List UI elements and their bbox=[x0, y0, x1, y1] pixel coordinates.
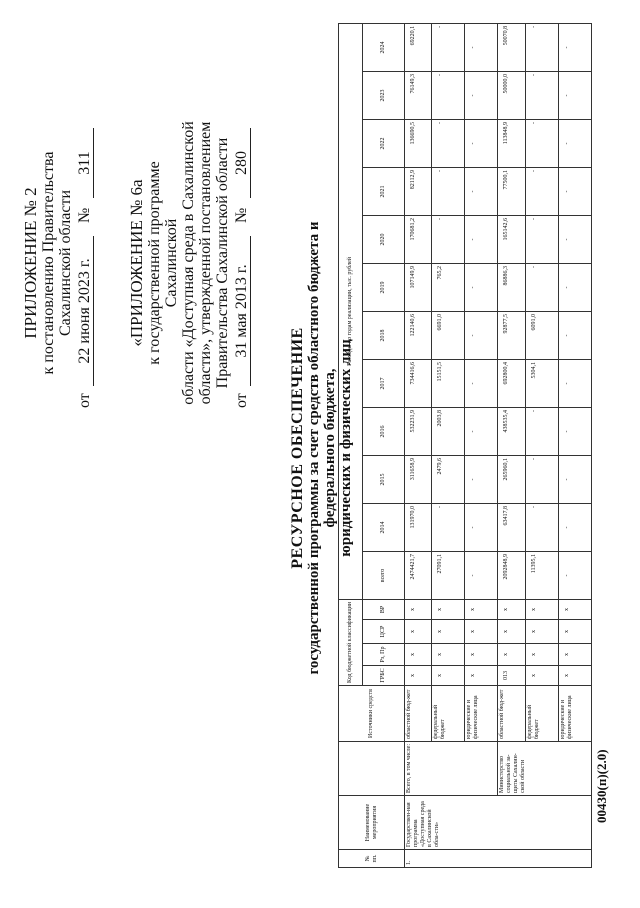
header-year: 2019 bbox=[363, 263, 405, 311]
appendix-6a-line4: Правительства Сахалинской области bbox=[214, 137, 231, 389]
table-row bbox=[405, 23, 432, 867]
header-year: 2018 bbox=[363, 311, 405, 359]
year-cell: - bbox=[558, 359, 591, 407]
year-cell: - bbox=[525, 215, 558, 263]
grbs-cell: х bbox=[558, 666, 591, 686]
year-cell: - bbox=[465, 167, 498, 215]
csr-cell: х bbox=[432, 620, 465, 644]
year-cell: - bbox=[465, 311, 498, 359]
year-cell: - bbox=[432, 71, 465, 119]
year-cell: - bbox=[558, 71, 591, 119]
year-cell: - bbox=[525, 503, 558, 551]
year-cell: - bbox=[525, 71, 558, 119]
table-row bbox=[465, 23, 498, 867]
year-cell: - bbox=[465, 23, 498, 71]
heading-line2: государственной программы за счет средств областного бюджета и федерального бюджета, bbox=[306, 221, 338, 675]
year-cell: - bbox=[558, 119, 591, 167]
table-row bbox=[525, 23, 558, 867]
year-cell: - bbox=[525, 119, 558, 167]
year-cell: 5304,1 bbox=[525, 359, 558, 407]
year-cell: 165142,6 bbox=[498, 215, 525, 263]
executor-cell: Всего, в том числе: bbox=[405, 742, 498, 796]
appendix-6a-from-label: от bbox=[233, 393, 250, 408]
grbs-cell: х bbox=[405, 666, 432, 686]
year-cell: 765,2 bbox=[432, 263, 465, 311]
header-year: 2020 bbox=[363, 215, 405, 263]
year-cell: 50070,8 bbox=[498, 23, 525, 71]
header-expenses: Расходы по годам реализации, тыс. рублей bbox=[339, 23, 363, 599]
year-cell: 311658,9 bbox=[405, 455, 432, 503]
grbs-cell: х bbox=[525, 666, 558, 686]
year-cell: 77500,1 bbox=[498, 167, 525, 215]
total-cell: 2092848,9 bbox=[498, 551, 525, 599]
year-cell: 6691,0 bbox=[432, 311, 465, 359]
appendix-6a-block bbox=[128, 118, 251, 408]
header-name: Наименование мероприятия bbox=[339, 796, 405, 850]
table-row bbox=[498, 23, 525, 867]
total-cell: 27091,1 bbox=[432, 551, 465, 599]
appendix-6a-line3: области», утвержденной постановлением bbox=[197, 121, 214, 405]
year-cell: 438535,4 bbox=[498, 407, 525, 455]
appendix-2-block bbox=[22, 118, 94, 408]
year-cell: 532231,9 bbox=[405, 407, 432, 455]
appendix-6a-line1: к государственной программе Сахалинской bbox=[146, 161, 180, 365]
year-cell: - bbox=[525, 407, 558, 455]
table-row bbox=[558, 23, 591, 867]
appendix-2-line1: к постановлению Правительства bbox=[40, 151, 57, 375]
year-cell: - bbox=[432, 167, 465, 215]
item-name: Государствен-ная программа «Доступная среда в Сахалинской обла-сти» bbox=[405, 796, 592, 850]
year-cell: 76149,3 bbox=[405, 71, 432, 119]
rzpr-cell: х bbox=[525, 644, 558, 666]
heading-title: РЕСУРСНОЕ ОБЕСПЕЧЕНИЕ bbox=[289, 327, 306, 569]
appendix-2-from-label: от bbox=[76, 393, 93, 408]
header-vr: ВР bbox=[363, 599, 405, 619]
year-cell: 113848,9 bbox=[498, 119, 525, 167]
appendix-2-number: 311 bbox=[76, 128, 94, 198]
year-cell: - bbox=[558, 167, 591, 215]
table-row bbox=[432, 23, 465, 867]
year-cell: - bbox=[465, 263, 498, 311]
year-cell: - bbox=[465, 503, 498, 551]
header-year: 2021 bbox=[363, 167, 405, 215]
year-cell: 692800,4 bbox=[498, 359, 525, 407]
header-year: 2016 bbox=[363, 407, 405, 455]
appendix-2-date: 22 июня 2023 г. bbox=[76, 236, 94, 386]
year-cell: - bbox=[558, 311, 591, 359]
header-csr: ЦСР bbox=[363, 620, 405, 644]
year-cell: 6091,0 bbox=[525, 311, 558, 359]
year-cell: 734416,6 bbox=[405, 359, 432, 407]
source-cell: областной бюд-жет bbox=[498, 686, 525, 742]
rzpr-cell: х bbox=[558, 644, 591, 666]
year-cell: - bbox=[465, 71, 498, 119]
header-year: 2015 bbox=[363, 455, 405, 503]
year-cell: 2479,6 bbox=[432, 455, 465, 503]
year-cell: - bbox=[558, 263, 591, 311]
year-cell: - bbox=[465, 119, 498, 167]
appendix-2-title: ПРИЛОЖЕНИЕ № 2 bbox=[21, 187, 40, 339]
year-cell: - bbox=[465, 359, 498, 407]
vr-cell: х bbox=[498, 599, 525, 619]
year-cell: - bbox=[525, 167, 558, 215]
source-cell: областной бюд-жет bbox=[405, 686, 432, 742]
header-year: 2024 bbox=[363, 23, 405, 71]
year-cell: 136690,5 bbox=[405, 119, 432, 167]
heading-line3: юридических и физических лиц bbox=[338, 339, 354, 557]
year-cell: 2003,8 bbox=[432, 407, 465, 455]
year-cell: 107149,9 bbox=[405, 263, 432, 311]
year-cell: - bbox=[558, 23, 591, 71]
year-cell: 92877,5 bbox=[498, 311, 525, 359]
header-year: 2023 bbox=[363, 71, 405, 119]
total-cell: 2474421,7 bbox=[405, 551, 432, 599]
year-cell: - bbox=[432, 503, 465, 551]
year-cell: 86886,3 bbox=[498, 263, 525, 311]
source-cell: юридические и физические лица bbox=[465, 686, 498, 742]
header-executor bbox=[339, 742, 405, 796]
source-cell: федеральный бюджет bbox=[525, 686, 558, 742]
year-cell: 131970,0 bbox=[405, 503, 432, 551]
year-cell: - bbox=[558, 215, 591, 263]
header-total: всего bbox=[363, 551, 405, 599]
rzpr-cell: х bbox=[465, 644, 498, 666]
year-cell: - bbox=[432, 119, 465, 167]
csr-cell: х bbox=[558, 620, 591, 644]
appendix-6a-line2: области «Доступная среда в Сахалинской bbox=[180, 121, 197, 405]
year-cell: - bbox=[432, 23, 465, 71]
csr-cell: х bbox=[465, 620, 498, 644]
executor-cell: Министерство социальной за-щиты Сахалин-ской области bbox=[498, 742, 592, 796]
year-cell: 170681,2 bbox=[405, 215, 432, 263]
item-number: 1. bbox=[405, 850, 592, 868]
appendix-6a-title: «ПРИЛОЖЕНИЕ № 6а bbox=[127, 179, 146, 347]
vr-cell: х bbox=[405, 599, 432, 619]
year-cell: 69220,1 bbox=[405, 23, 432, 71]
appendix-6a-date-row bbox=[233, 118, 251, 408]
year-cell: - bbox=[525, 455, 558, 503]
header-grbs: ГРБС bbox=[363, 666, 405, 686]
rzpr-cell: х bbox=[498, 644, 525, 666]
year-cell: 15151,5 bbox=[432, 359, 465, 407]
grbs-cell: х bbox=[432, 666, 465, 686]
total-cell: - bbox=[558, 551, 591, 599]
appendix-6a-number: 280 bbox=[233, 128, 251, 198]
rzpr-cell: х bbox=[432, 644, 465, 666]
source-cell: федеральный бюджет bbox=[432, 686, 465, 742]
vr-cell: х bbox=[432, 599, 465, 619]
year-cell: - bbox=[558, 503, 591, 551]
appendix-2-date-row bbox=[76, 118, 94, 408]
resource-table bbox=[338, 23, 592, 868]
csr-cell: х bbox=[405, 620, 432, 644]
header-sources: Источники средств bbox=[339, 686, 405, 742]
total-cell: - bbox=[465, 551, 498, 599]
year-cell: - bbox=[465, 407, 498, 455]
year-cell: - bbox=[558, 407, 591, 455]
rzpr-cell: х bbox=[405, 644, 432, 666]
appendix-6a-num-label: № bbox=[233, 207, 250, 223]
document-code: 00430(п)(2.0) bbox=[594, 749, 609, 823]
year-cell: 265960,1 bbox=[498, 455, 525, 503]
year-cell: 82112,9 bbox=[405, 167, 432, 215]
vr-cell: х bbox=[465, 599, 498, 619]
header-year: 2017 bbox=[363, 359, 405, 407]
csr-cell: х bbox=[498, 620, 525, 644]
year-cell: 50000,0 bbox=[498, 71, 525, 119]
csr-cell: х bbox=[525, 620, 558, 644]
year-cell: - bbox=[465, 215, 498, 263]
grbs-cell: 013 bbox=[498, 666, 525, 686]
year-cell: - bbox=[558, 455, 591, 503]
appendix-2-num-label: № bbox=[76, 207, 93, 223]
header-row-1 bbox=[339, 23, 363, 867]
total-cell: 11395,1 bbox=[525, 551, 558, 599]
year-cell: 63417,8 bbox=[498, 503, 525, 551]
appendix-6a-date: 31 мая 2013 г. bbox=[233, 236, 251, 386]
year-cell: 122140,6 bbox=[405, 311, 432, 359]
header-year: 2022 bbox=[363, 119, 405, 167]
grbs-cell: х bbox=[465, 666, 498, 686]
header-year: 2014 bbox=[363, 503, 405, 551]
source-cell: юридические и физические лица bbox=[558, 686, 591, 742]
header-num: № пп. bbox=[339, 850, 405, 868]
header-rzpr: Рз, Пр bbox=[363, 644, 405, 666]
vr-cell: х bbox=[558, 599, 591, 619]
year-cell: - bbox=[525, 23, 558, 71]
year-cell: - bbox=[525, 263, 558, 311]
appendix-2-line2: Сахалинской области bbox=[57, 189, 74, 337]
vr-cell: х bbox=[525, 599, 558, 619]
header-codes: Код бюджетной классификации bbox=[339, 599, 363, 685]
year-cell: - bbox=[432, 215, 465, 263]
year-cell: - bbox=[465, 455, 498, 503]
